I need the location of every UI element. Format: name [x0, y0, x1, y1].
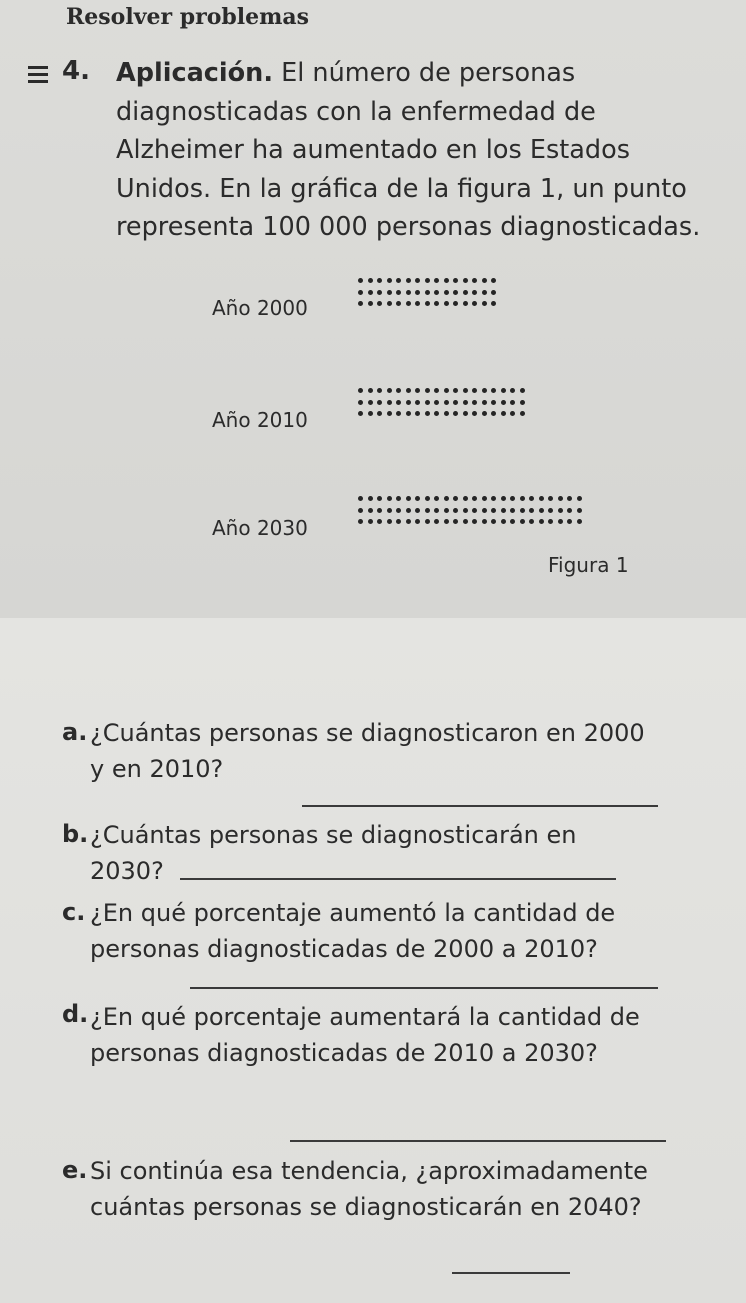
figure-dot [482, 496, 487, 501]
figure-dot [539, 496, 544, 501]
figure-dot [358, 400, 363, 405]
figure-dot [501, 400, 506, 405]
figure-dot [444, 290, 449, 295]
figure-dot [387, 278, 392, 283]
figure-dot [472, 519, 477, 524]
figure-dot [444, 496, 449, 501]
figure-dot [425, 301, 430, 306]
question-e-letter: e. [62, 1156, 88, 1184]
figure-dot [548, 508, 553, 513]
figure-dot [434, 496, 439, 501]
problem-number: 4. [62, 56, 90, 86]
figure-dot [472, 496, 477, 501]
figure-dot [425, 411, 430, 416]
figure-dot [482, 519, 487, 524]
figure-dot [434, 290, 439, 295]
figure-dot [453, 278, 458, 283]
figure-dot [463, 400, 468, 405]
figure-dot [482, 508, 487, 513]
figure-dot [482, 400, 487, 405]
row-label-2030: Año 2030 [212, 516, 308, 540]
figure-dot [396, 388, 401, 393]
figure-dot [358, 496, 363, 501]
problem-statement [116, 54, 726, 247]
figure-dot [387, 301, 392, 306]
figure-dot [444, 278, 449, 283]
figure-dot [358, 290, 363, 295]
figure-dot [472, 290, 477, 295]
figure-dot [482, 290, 487, 295]
figure-dot [358, 278, 363, 283]
figure-dot [501, 388, 506, 393]
figure-dot [444, 301, 449, 306]
figure-dot [406, 388, 411, 393]
figure-dot [387, 400, 392, 405]
figure-dot [358, 411, 363, 416]
figure-dot [491, 496, 496, 501]
question-c-letter: c. [62, 898, 86, 926]
figure-dot [358, 508, 363, 513]
figure-dot [415, 508, 420, 513]
figure-dot [425, 496, 430, 501]
figure-dot [529, 496, 534, 501]
figure-dot [501, 411, 506, 416]
figure-dot [406, 411, 411, 416]
figure-dot [529, 519, 534, 524]
figure-dot [444, 400, 449, 405]
figure-dot [415, 496, 420, 501]
figure-dot [368, 388, 373, 393]
figure-dot [548, 496, 553, 501]
figure-dot [472, 278, 477, 283]
figure-dot [387, 519, 392, 524]
answer-line-c[interactable] [190, 987, 658, 989]
figure-dot [396, 411, 401, 416]
figure-dot [558, 519, 563, 524]
figure-dot [567, 496, 572, 501]
figure-dot [387, 508, 392, 513]
figure-dot [368, 411, 373, 416]
figure-dot [444, 411, 449, 416]
figure-dot [567, 508, 572, 513]
figure-dot [425, 278, 430, 283]
figure-dot [358, 301, 363, 306]
figure-dot [377, 411, 382, 416]
question-b-letter: b. [62, 820, 89, 848]
figure-dot [453, 519, 458, 524]
figure-dot [396, 400, 401, 405]
figure-dot [472, 508, 477, 513]
figure-dot [434, 400, 439, 405]
figure-dot [453, 508, 458, 513]
figure-dot [377, 496, 382, 501]
figure-dot [491, 388, 496, 393]
figure-dot [482, 411, 487, 416]
figure-dot [539, 519, 544, 524]
figure-dot [396, 519, 401, 524]
figure-caption: Figura 1 [548, 553, 629, 577]
figure-dot [425, 400, 430, 405]
figure-dot [368, 290, 373, 295]
figure-dot [396, 508, 401, 513]
figure-dot [567, 519, 572, 524]
figure-dot [434, 411, 439, 416]
figure-dot [377, 278, 382, 283]
figure-dot [577, 519, 582, 524]
figure-dot [520, 411, 525, 416]
figure-dot [377, 400, 382, 405]
figure-dot [406, 278, 411, 283]
figure-dot [520, 388, 525, 393]
figure-dot [453, 301, 458, 306]
figure-dot [491, 519, 496, 524]
figure-dot [387, 411, 392, 416]
figure-dot [491, 411, 496, 416]
figure-dot [425, 388, 430, 393]
figure-dot [415, 290, 420, 295]
figure-dot [491, 278, 496, 283]
figure-dot [491, 301, 496, 306]
figure-dot [377, 290, 382, 295]
figure-dot [396, 301, 401, 306]
figure-dot [387, 388, 392, 393]
figure-dot [434, 301, 439, 306]
figure-dot [472, 388, 477, 393]
figure-dot [520, 519, 525, 524]
figure-dot [491, 508, 496, 513]
question-b-text: ¿Cuántas personas se diagnosticarán en 2030? [90, 821, 577, 885]
answer-line-e[interactable] [452, 1272, 570, 1274]
figure-dot [368, 301, 373, 306]
figure-dot [368, 278, 373, 283]
figure-dot [510, 496, 515, 501]
menu-icon [28, 66, 48, 87]
figure-dot [368, 519, 373, 524]
figure-dot [415, 400, 420, 405]
figure-dot [463, 411, 468, 416]
figure-dot [529, 508, 534, 513]
answer-line-a[interactable] [302, 805, 658, 807]
figure-dot [510, 508, 515, 513]
figure-dot [406, 290, 411, 295]
figure-dot [482, 278, 487, 283]
figure-dot [358, 388, 363, 393]
figure-dot [463, 301, 468, 306]
figure-dot [548, 519, 553, 524]
figure-dot [425, 290, 430, 295]
figure-dot [434, 519, 439, 524]
figure-dot [377, 508, 382, 513]
figure-dot [415, 519, 420, 524]
figure-dot [415, 301, 420, 306]
figure-dot [472, 400, 477, 405]
figure-dot [539, 508, 544, 513]
figure-dot [415, 411, 420, 416]
figure-dot [415, 278, 420, 283]
figure-dot [444, 519, 449, 524]
figure-dot [406, 301, 411, 306]
figure-dot [444, 508, 449, 513]
problem-text: El número de personas diagnosticadas con la enfermedad de Alzheimer ha aumentado en los Estados Unidos. En la gráfica de la figura 1, un punto representa 100 000 personas diagnosticadas. [116, 58, 701, 242]
figure-dot [491, 290, 496, 295]
figure-dot [425, 519, 430, 524]
figure-dot [425, 508, 430, 513]
answer-line-d[interactable] [290, 1140, 666, 1142]
figure-dot [501, 519, 506, 524]
row-label-2010: Año 2010 [212, 408, 308, 432]
figure-dot [501, 508, 506, 513]
figure-dot [377, 388, 382, 393]
figure-dot [434, 388, 439, 393]
figure-dot [558, 496, 563, 501]
figure-dot [453, 290, 458, 295]
figure-dot [406, 400, 411, 405]
section-title: Resolver problemas [66, 4, 310, 30]
question-a-letter: a. [62, 718, 88, 746]
figure-dot [396, 290, 401, 295]
figure-dot [558, 508, 563, 513]
figure-dot [501, 496, 506, 501]
figure-dot [520, 496, 525, 501]
figure-dot [463, 496, 468, 501]
figure-dot [510, 411, 515, 416]
figure-dot [491, 400, 496, 405]
figure-dot [577, 496, 582, 501]
figure-dot [368, 508, 373, 513]
figure-dot [463, 388, 468, 393]
figure-dot [520, 508, 525, 513]
figure-dot [463, 278, 468, 283]
figure-dot [444, 388, 449, 393]
question-d-letter: d. [62, 1000, 89, 1028]
figure-dot [453, 411, 458, 416]
figure-dot [472, 411, 477, 416]
figure-dot [577, 508, 582, 513]
figure-dot [396, 496, 401, 501]
problem-label: Aplicación. [116, 58, 274, 88]
figure-dot [434, 508, 439, 513]
figure-dot [510, 519, 515, 524]
figure-dot [406, 508, 411, 513]
figure-dot [377, 519, 382, 524]
figure-dot [368, 496, 373, 501]
figure-dot [510, 388, 515, 393]
figure-dot [463, 508, 468, 513]
figure-dot [396, 278, 401, 283]
figure-dot [453, 388, 458, 393]
figure-dot [387, 290, 392, 295]
figure-dot [482, 301, 487, 306]
question-d-text: ¿En qué porcentaje aumentará la cantidad de personas diagnosticadas de 2010 a 2030? [90, 1003, 640, 1067]
figure-dot [377, 301, 382, 306]
question-c-text: ¿En qué porcentaje aumentó la cantidad de personas diagnosticadas de 2000 a 2010? [90, 899, 616, 963]
question-a-text: ¿Cuántas personas se diagnosticaron en 2000 y en 2010? [90, 719, 645, 783]
figure-dot [472, 301, 477, 306]
figure-dot [453, 496, 458, 501]
figure-dot [510, 400, 515, 405]
figure-dot [482, 388, 487, 393]
question-e-text: Si continúa esa tendencia, ¿aproximadamente cuántas personas se diagnosticarán en 2040? [90, 1157, 648, 1221]
figure-dot [434, 278, 439, 283]
figure-dot [453, 400, 458, 405]
figure-dot [406, 519, 411, 524]
figure-dot [463, 290, 468, 295]
figure-dot [368, 400, 373, 405]
figure-dot [387, 496, 392, 501]
figure-dot [406, 496, 411, 501]
row-label-2000: Año 2000 [212, 296, 308, 320]
figure-dot [520, 400, 525, 405]
figure-dot [358, 519, 363, 524]
figure-dot [415, 388, 420, 393]
answer-line-b[interactable] [180, 878, 616, 880]
figure-dot [463, 519, 468, 524]
